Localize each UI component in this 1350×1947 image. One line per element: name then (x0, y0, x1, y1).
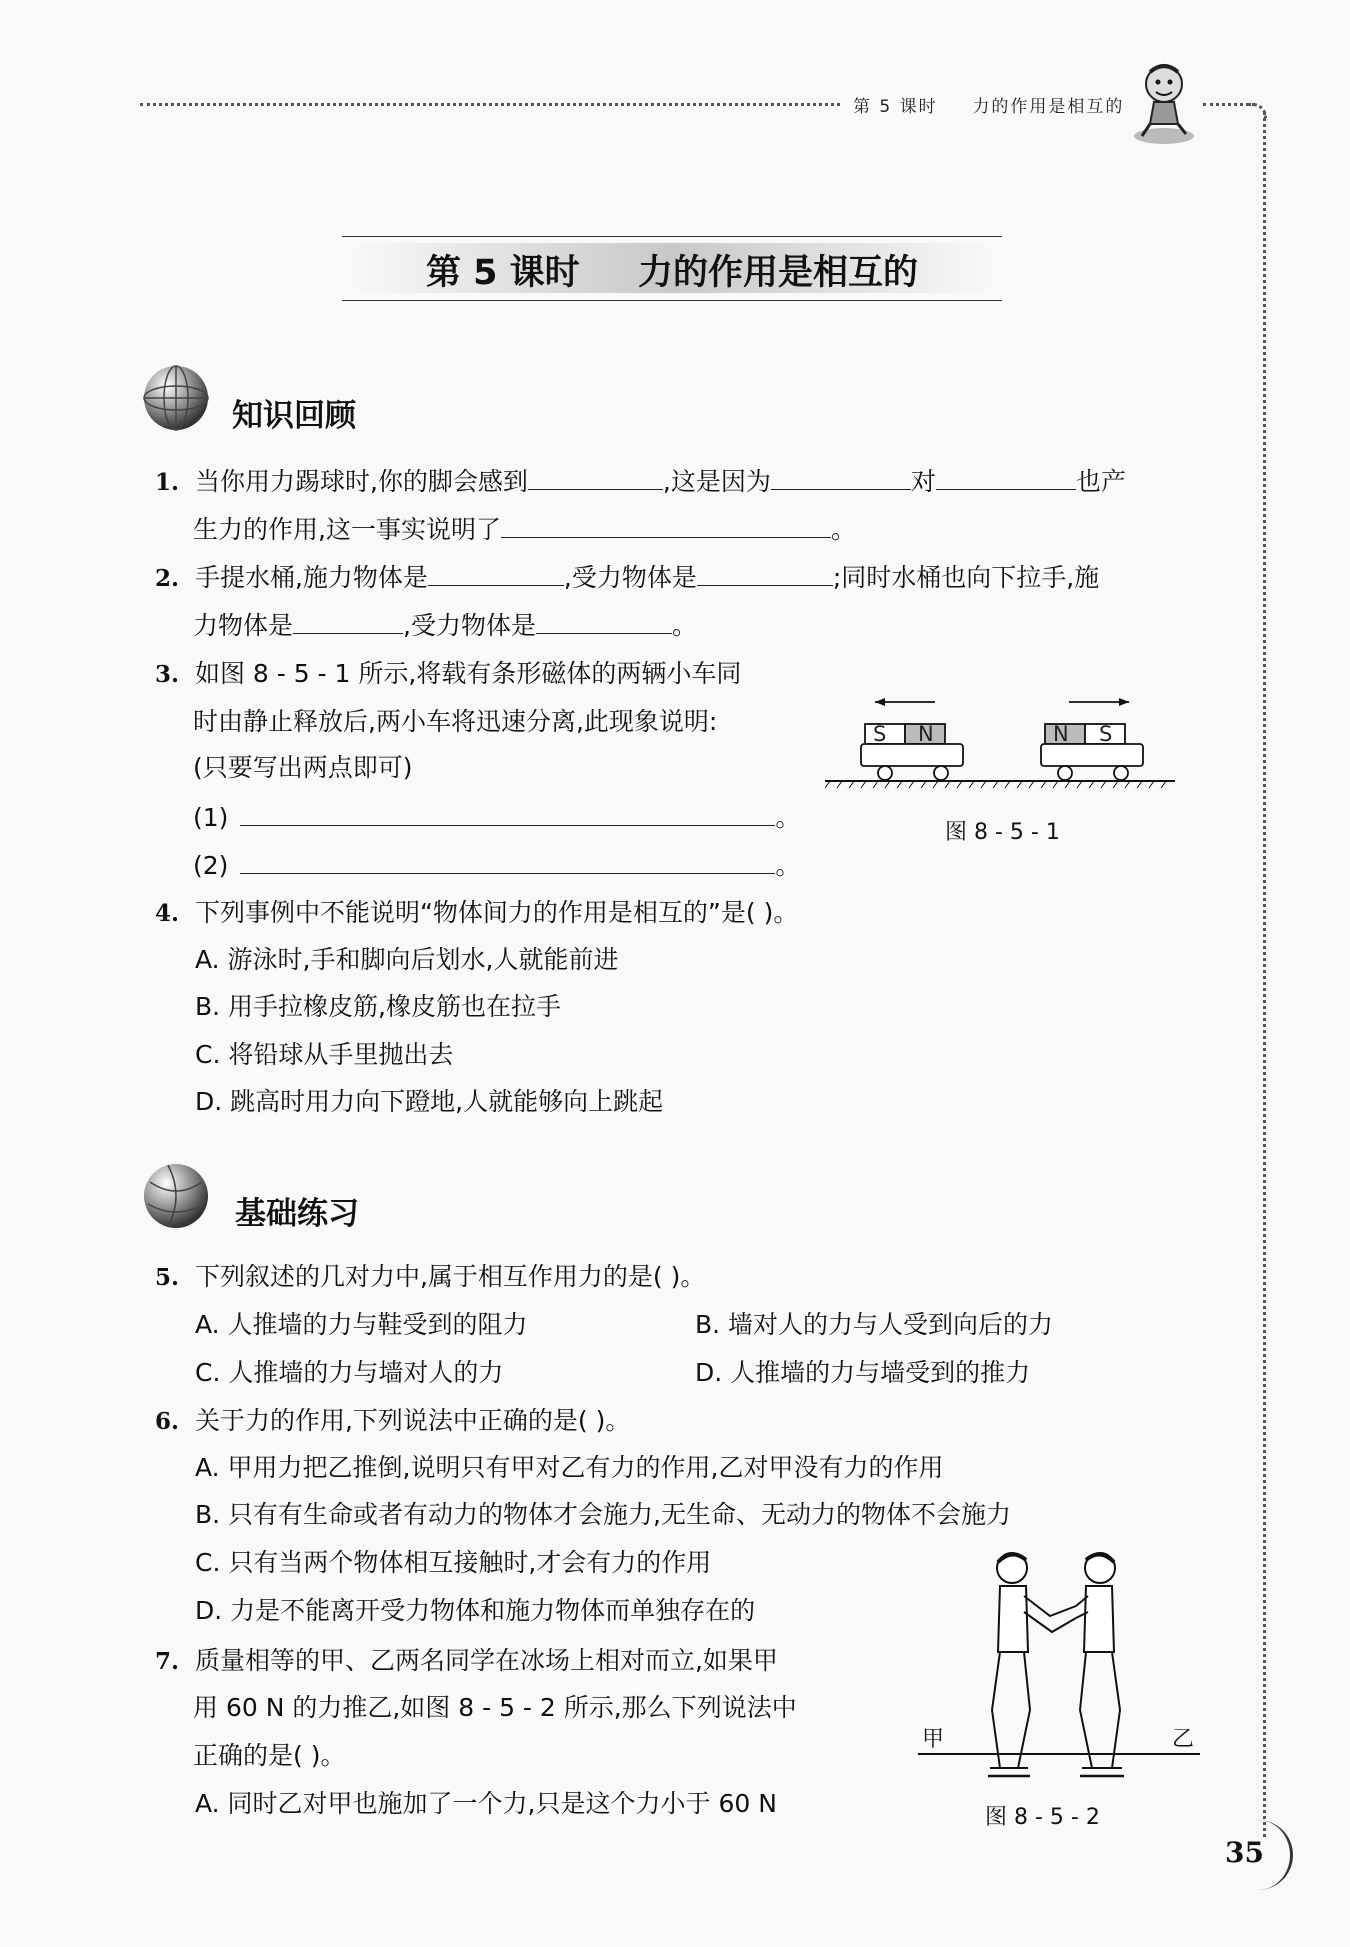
q3-blank-2[interactable] (240, 851, 775, 874)
q1-text-6: 。 (830, 515, 856, 544)
q5-stem: 下列叙述的几对力中,属于相互作用力的是( )。 (194, 1262, 706, 1291)
figure-8-5-1 (825, 690, 1175, 795)
q3-sub2 (193, 851, 800, 881)
q5-option-a[interactable]: A. 人推墙的力与鞋受到的阻力 (195, 1310, 528, 1339)
q6-option-c[interactable]: C. 只有当两个物体相互接触时,才会有力的作用 (195, 1548, 712, 1577)
q2-line2 (193, 611, 697, 641)
q1-blank-3[interactable] (936, 467, 1076, 490)
title-topic: 力的作用是相互的 (638, 253, 919, 293)
q3-number: 3. (155, 661, 180, 688)
q2-blank-2[interactable] (697, 563, 833, 586)
section-title-basic: 基础练习 (235, 1196, 359, 1232)
q5-number: 5. (155, 1264, 180, 1291)
q1-text-4: 也产 (1075, 467, 1126, 496)
header-topic: 力的作用是相互的 (972, 97, 1125, 117)
q7-line2: 用 60 N 的力推乙,如图 8 - 5 - 2 所示,那么下列说法中 (193, 1693, 797, 1722)
q3-blank-1[interactable] (240, 803, 775, 826)
q1-line1 (155, 467, 1126, 497)
q1-text-3: 对 (910, 467, 936, 496)
q6-option-d[interactable]: D. 力是不能离开受力物体和施力物体而单独存在的 (195, 1596, 756, 1625)
q6-option-b[interactable]: B. 只有有生命或者有动力的物体才会施力,无生命、无动力的物体不会施力 (195, 1500, 1011, 1529)
q3-sub2-label: (2) (193, 851, 229, 880)
q1-blank-1[interactable] (528, 467, 663, 490)
right-margin-dotted-line (1263, 112, 1266, 1837)
q7-line1 (155, 1646, 778, 1676)
q6-number: 6. (155, 1408, 180, 1435)
page-title (342, 245, 1002, 295)
q3-line2: 时由静止释放后,两小车将迅速分离,此现象说明: (193, 707, 718, 736)
header-lesson: 第 5 课时 (853, 97, 938, 117)
q5-stem-line (155, 1262, 705, 1292)
q7-line3: 正确的是( )。 (193, 1741, 346, 1770)
q7-option-a[interactable]: A. 同时乙对甲也施加了一个力,只是这个力小于 60 N (195, 1789, 777, 1818)
q7-number: 7. (155, 1648, 180, 1675)
q4-stem: 下列事例中不能说明“物体间力的作用是相互的”是( )。 (194, 898, 799, 927)
header-text (853, 92, 1124, 117)
q1-text-2: ,这是因为 (662, 467, 771, 496)
header-dotted-rule (140, 103, 840, 106)
q4-stem-line (155, 898, 798, 928)
q2-blank-4[interactable] (536, 611, 672, 634)
magnet-left-pole-n: N (918, 722, 934, 746)
q3-sub1-end: 。 (775, 803, 801, 832)
magnet-right-pole-n: N (1053, 722, 1069, 746)
figure-label-jia: 甲 (922, 1727, 945, 1752)
q4-option-d[interactable]: D. 跳高时用力向下蹬地,人就能够向上跳起 (195, 1087, 664, 1116)
ball-icon (140, 1160, 212, 1232)
q3-sub1 (193, 803, 800, 833)
q5-option-b[interactable]: B. 墙对人的力与人受到向后的力 (695, 1310, 1054, 1339)
q6-option-a[interactable]: A. 甲用力把乙推倒,说明只有甲对乙有力的作用,乙对甲没有力的作用 (195, 1453, 944, 1482)
q2-blank-1[interactable] (428, 563, 564, 586)
q2-text-3: ;同时水桶也向下拉手,施 (832, 563, 1100, 592)
q2-number: 2. (155, 565, 180, 592)
title-rule-top (342, 236, 1002, 237)
q3-sub2-end: 。 (775, 851, 801, 880)
q2-text-4: 力物体是 (193, 611, 294, 640)
q3-line3: (只要写出两点即可) (193, 753, 413, 782)
q1-number: 1. (155, 469, 180, 496)
q1-blank-4[interactable] (501, 515, 831, 538)
q3-sub1-label: (1) (193, 803, 229, 832)
q5-option-d[interactable]: D. 人推墙的力与墙受到的推力 (695, 1358, 1031, 1387)
q4-number: 4. (155, 900, 180, 927)
q4-option-a[interactable]: A. 游泳时,手和脚向后划水,人就能前进 (195, 945, 619, 974)
figure-8-5-1-caption: 图 8 - 5 - 1 (945, 820, 1060, 845)
q2-text-2: ,受力物体是 (563, 563, 697, 592)
q2-line1 (155, 563, 1099, 593)
figure-label-yi: 乙 (1172, 1727, 1195, 1752)
section-title-review: 知识回顾 (232, 398, 356, 434)
q4-option-b[interactable]: B. 用手拉橡皮筋,橡皮筋也在拉手 (195, 992, 561, 1021)
q1-blank-2[interactable] (771, 467, 911, 490)
q1-line2 (193, 515, 856, 545)
title-rule-bottom (342, 300, 1002, 301)
q4-option-c[interactable]: C. 将铅球从手里抛出去 (195, 1040, 454, 1069)
page-number: 35 (1225, 1836, 1264, 1869)
q3-line1 (155, 659, 741, 689)
q2-text-6: 。 (671, 611, 697, 640)
magnet-left-pole-s: S (873, 722, 887, 746)
q6-stem: 关于力的作用,下列说法中正确的是( )。 (194, 1406, 631, 1435)
globe-icon (140, 362, 212, 434)
q2-blank-3[interactable] (293, 611, 403, 634)
q7-text-1: 质量相等的甲、乙两名同学在冰场上相对而立,如果甲 (194, 1646, 778, 1675)
q5-option-c[interactable]: C. 人推墙的力与墙对人的力 (195, 1358, 504, 1387)
q1-text-1: 当你用力踢球时,你的脚会感到 (194, 467, 528, 496)
q3-text-1: 如图 8 - 5 - 1 所示,将载有条形磁体的两辆小车同 (194, 659, 742, 688)
mascot-icon (1128, 58, 1198, 148)
figure-8-5-2-caption: 图 8 - 5 - 2 (985, 1805, 1100, 1830)
title-lesson: 第 5 课时 (425, 253, 580, 293)
margin-corner (1248, 103, 1267, 118)
figure-8-5-2 (900, 1540, 1210, 1795)
q1-text-5: 生力的作用,这一事实说明了 (193, 515, 501, 544)
q2-text-1: 手提水桶,施力物体是 (194, 563, 428, 592)
magnet-right-pole-s: S (1099, 722, 1113, 746)
q2-text-5: ,受力物体是 (403, 611, 536, 640)
q6-stem-line (155, 1406, 630, 1436)
